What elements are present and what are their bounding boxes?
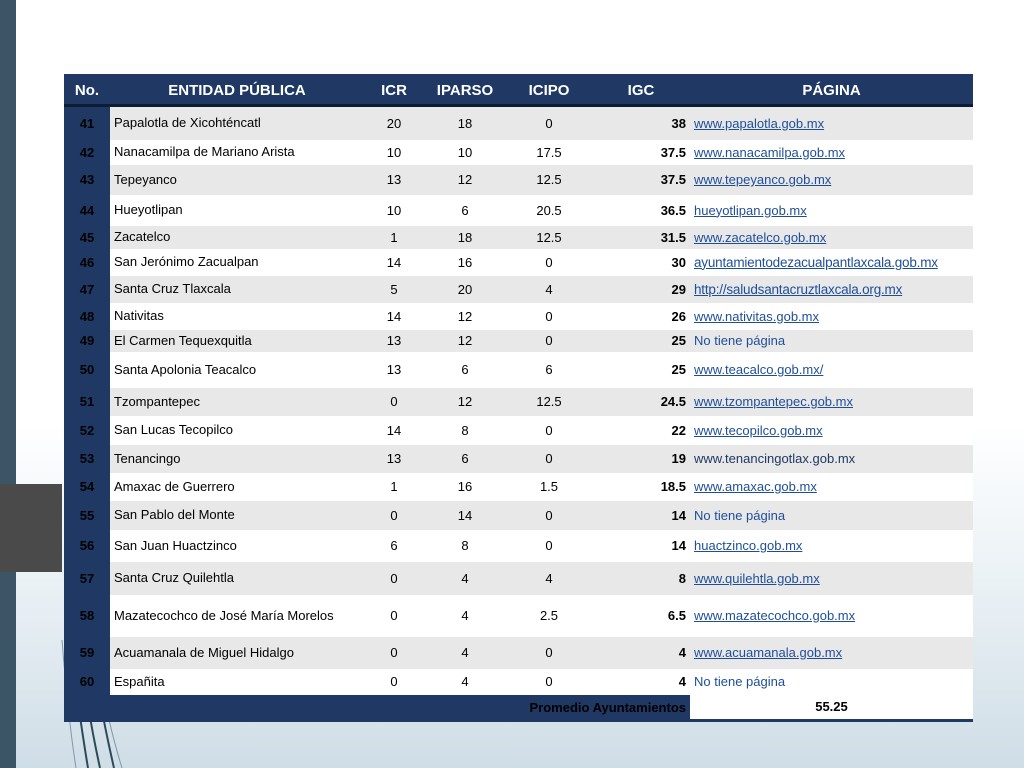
cell-entidad: Amaxac de Guerrero [110,473,364,501]
page-link[interactable]: www.tzompantepec.gob.mx [694,394,853,409]
page-link[interactable]: hueyotlipan.gob.mx [694,202,807,218]
cell-igc: 38 [592,106,690,140]
cell-iparso: 12 [424,165,506,195]
cell-icipo: 0 [506,501,592,530]
average-value: 55.25 [690,695,973,721]
cell-icr: 0 [364,637,424,669]
cell-icr: 14 [364,303,424,330]
cell-pagina [690,562,973,595]
cell-pagina [690,303,973,330]
cell-entidad: Tzompantepec [110,388,364,416]
cell-iparso: 8 [424,530,506,562]
page-link[interactable]: www.zacatelco.gob.mx [694,229,827,245]
cell-entidad: Santa Cruz Quilehtla [110,562,364,595]
left-accent-block [0,484,62,572]
cell-pagina [690,388,973,416]
cell-entidad: San Lucas Tecopilco [110,416,364,445]
cell-icipo: 0 [506,637,592,669]
header-icipo: ICIPO [506,76,592,106]
cell-icipo: 0 [506,416,592,445]
cell-icipo: 0 [506,249,592,276]
header-pagina: PÁGINA [690,76,973,106]
cell-no: 54 [64,473,110,501]
cell-no: 47 [64,276,110,303]
cell-icr: 13 [364,352,424,388]
cell-pagina [690,473,973,501]
cell-pagina [690,165,973,195]
cell-iparso: 14 [424,501,506,530]
cell-igc: 14 [592,530,690,562]
cell-pagina [690,352,973,388]
cell-icr: 0 [364,595,424,637]
cell-iparso: 10 [424,140,506,165]
cell-icipo: 12.5 [506,226,592,249]
cell-igc: 37.5 [592,165,690,195]
table-row [64,562,973,595]
cell-iparso: 18 [424,226,506,249]
cell-no: 56 [64,530,110,562]
cell-icipo: 4 [506,276,592,303]
entities-table [64,74,973,722]
cell-iparso: 4 [424,595,506,637]
table-row [64,276,973,303]
page-link[interactable]: www.tecopilco.gob.mx [694,422,823,438]
cell-no: 53 [64,445,110,473]
cell-icr: 0 [364,388,424,416]
cell-entidad: Tenancingo [110,445,364,473]
cell-igc: 18.5 [592,473,690,501]
cell-pagina [690,249,973,276]
cell-iparso: 4 [424,669,506,695]
table-row [64,416,973,445]
table-row [64,530,973,562]
cell-igc: 24.5 [592,388,690,416]
cell-iparso: 12 [424,303,506,330]
cell-icipo: 2.5 [506,595,592,637]
cell-entidad: El Carmen Tequexquitla [110,330,364,352]
cell-igc: 8 [592,562,690,595]
cell-icipo: 0 [506,303,592,330]
cell-icr: 13 [364,445,424,473]
cell-entidad: Santa Apolonia Teacalco [110,352,364,388]
cell-iparso: 20 [424,276,506,303]
cell-iparso: 6 [424,195,506,226]
table-row [64,595,973,637]
header-entidad: ENTIDAD PÚBLICA [110,76,364,106]
cell-entidad: Nativitas [110,303,364,330]
header-icr: ICR [364,76,424,106]
page-url-text: www.tenancingotlax.gob.mx [694,451,856,466]
cell-entidad: Nanacamilpa de Mariano Arista [110,140,364,165]
cell-no: 43 [64,165,110,195]
page-link[interactable]: ayuntamientodezacualpantlaxcala.gob.mx [694,254,938,270]
cell-icipo: 0 [506,669,592,695]
page-link[interactable]: www.tepeyanco.gob.mx [694,172,832,187]
cell-pagina [690,595,973,637]
cell-no: 49 [64,330,110,352]
cell-no: 41 [64,106,110,140]
page-link[interactable]: www.teacalco.gob.mx/ [694,362,824,377]
cell-iparso: 6 [424,352,506,388]
cell-icr: 5 [364,276,424,303]
cell-igc: 37.5 [592,140,690,165]
table-row [64,637,973,669]
cell-icr: 0 [364,501,424,530]
page-link[interactable]: www.quilehtla.gob.mx [694,570,820,586]
cell-no: 50 [64,352,110,388]
cell-pagina [690,445,973,473]
cell-icr: 0 [364,562,424,595]
cell-pagina [690,330,973,352]
cell-pagina [690,195,973,226]
cell-no: 55 [64,501,110,530]
table-row [64,669,973,695]
cell-igc: 36.5 [592,195,690,226]
page-link[interactable]: www.nativitas.gob.mx [694,308,819,324]
cell-no: 57 [64,562,110,595]
cell-igc: 25 [592,330,690,352]
cell-iparso: 8 [424,416,506,445]
table-row [64,330,973,352]
footer-row [64,695,973,721]
cell-igc: 22 [592,416,690,445]
cell-icipo: 17.5 [506,140,592,165]
cell-igc: 4 [592,669,690,695]
cell-pagina [690,669,973,695]
cell-entidad: San Jerónimo Zacualpan [110,249,364,276]
cell-icr: 14 [364,416,424,445]
page-link[interactable]: www.acuamanala.gob.mx [694,645,843,660]
cell-icr: 1 [364,226,424,249]
table-row [64,249,973,276]
table-row [64,501,973,530]
cell-iparso: 12 [424,330,506,352]
cell-icipo: 1.5 [506,473,592,501]
header-iparso: IPARSO [424,76,506,106]
cell-no: 52 [64,416,110,445]
page-link[interactable]: www.mazatecochco.gob.mx [694,608,856,623]
cell-icr: 6 [364,530,424,562]
table-row [64,303,973,330]
cell-icr: 0 [364,669,424,695]
cell-no: 46 [64,249,110,276]
page-link[interactable]: www.papalotla.gob.mx [694,115,825,131]
table-row [64,106,973,140]
cell-iparso: 4 [424,562,506,595]
cell-entidad: Santa Cruz Tlaxcala [110,276,364,303]
cell-entidad: Zacatelco [110,226,364,249]
cell-no: 59 [64,637,110,669]
cell-igc: 31.5 [592,226,690,249]
table-row [64,445,973,473]
cell-no: 48 [64,303,110,330]
cell-entidad: Españita [110,669,364,695]
cell-icipo: 6 [506,352,592,388]
cell-no: 45 [64,226,110,249]
cell-entidad: San Juan Huactzinco [110,530,364,562]
cell-entidad: San Pablo del Monte [110,501,364,530]
cell-iparso: 4 [424,637,506,669]
cell-igc: 30 [592,249,690,276]
cell-entidad: Mazatecochco de José María Morelos [110,595,364,637]
table-header-row [64,76,973,106]
header-igc: IGC [592,76,690,106]
header-no: No. [64,76,110,106]
cell-pagina [690,530,973,562]
cell-pagina [690,106,973,140]
cell-icr: 10 [364,195,424,226]
cell-icipo: 0 [506,330,592,352]
cell-igc: 26 [592,303,690,330]
cell-no: 51 [64,388,110,416]
cell-iparso: 6 [424,445,506,473]
cell-icipo: 0 [506,530,592,562]
cell-no: 44 [64,195,110,226]
cell-no: 58 [64,595,110,637]
cell-igc: 19 [592,445,690,473]
cell-iparso: 16 [424,473,506,501]
cell-entidad: Hueyotlipan [110,195,364,226]
cell-entidad: Papalotla de Xicohténcatl [110,106,364,140]
page-link[interactable]: http://saludsantacruztlaxcala.org.mx [694,281,903,297]
page-link[interactable]: www.nanacamilpa.gob.mx [694,144,846,160]
cell-igc: 25 [592,352,690,388]
no-page-text: No tiene página [694,507,786,523]
cell-icr: 13 [364,165,424,195]
page-link[interactable]: huactzinco.gob.mx [694,538,803,553]
cell-no: 42 [64,140,110,165]
table-row [64,165,973,195]
cell-pagina [690,226,973,249]
left-decorative-band [0,0,16,768]
cell-iparso: 12 [424,388,506,416]
cell-pagina [690,637,973,669]
cell-icipo: 0 [506,445,592,473]
cell-pagina [690,276,973,303]
cell-icr: 14 [364,249,424,276]
table-row [64,140,973,165]
table-row [64,226,973,249]
cell-no: 60 [64,669,110,695]
no-page-text: No tiene página [694,674,786,689]
table-row [64,352,973,388]
cell-entidad: Tepeyanco [110,165,364,195]
page-link[interactable]: www.amaxac.gob.mx [694,479,817,494]
cell-icipo: 12.5 [506,388,592,416]
cell-icr: 1 [364,473,424,501]
cell-igc: 14 [592,501,690,530]
average-label: Promedio Ayuntamientos [64,695,690,721]
cell-icr: 10 [364,140,424,165]
cell-icipo: 20.5 [506,195,592,226]
cell-igc: 29 [592,276,690,303]
cell-icr: 20 [364,106,424,140]
cell-icipo: 0 [506,106,592,140]
cell-igc: 4 [592,637,690,669]
cell-pagina [690,140,973,165]
cell-igc: 6.5 [592,595,690,637]
cell-icipo: 4 [506,562,592,595]
table-row [64,473,973,501]
cell-iparso: 16 [424,249,506,276]
table-row [64,195,973,226]
cell-entidad: Acuamanala de Miguel Hidalgo [110,637,364,669]
cell-pagina [690,416,973,445]
no-page-text: No tiene página [694,333,786,348]
cell-icr: 13 [364,330,424,352]
cell-iparso: 18 [424,106,506,140]
table-row [64,388,973,416]
cell-pagina [690,501,973,530]
cell-icipo: 12.5 [506,165,592,195]
